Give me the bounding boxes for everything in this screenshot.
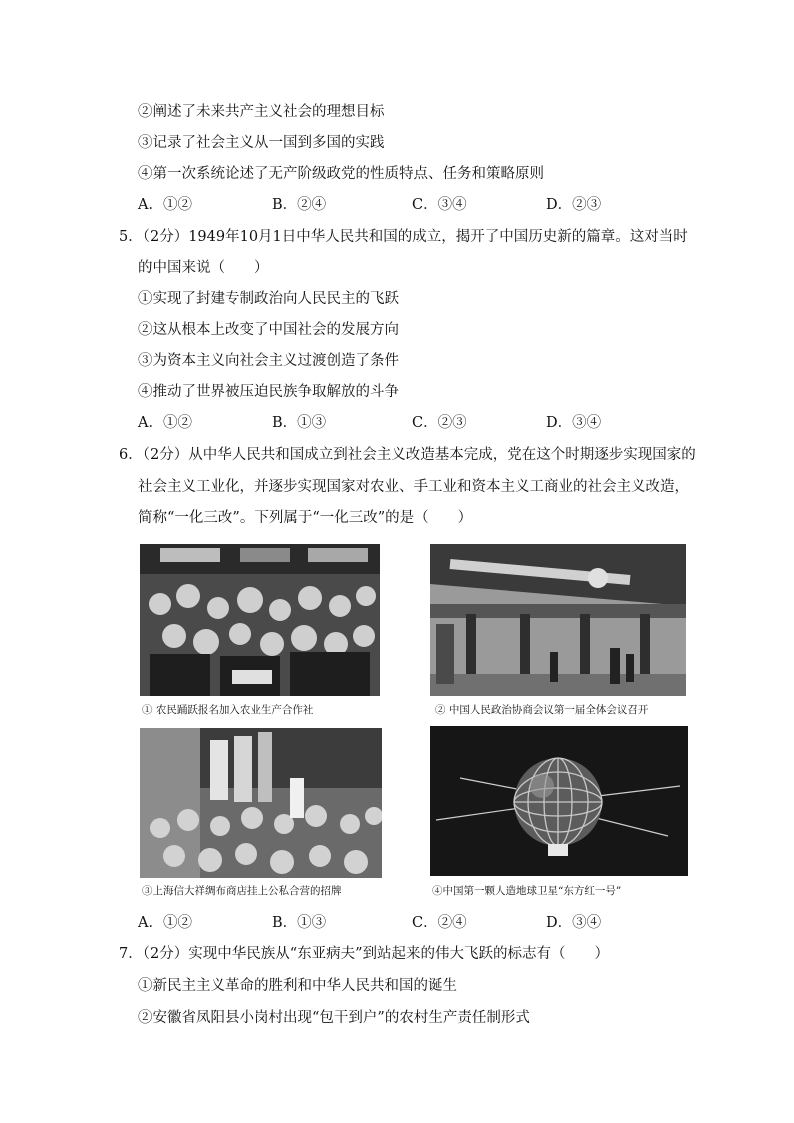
q6-option-b[interactable]: B．①③ bbox=[272, 915, 327, 931]
q4-option-b[interactable]: B．②④ bbox=[272, 197, 327, 213]
q6-stem-line2: 社会主义工业化，并逐步实现国家对农业、手工业和资本主义工商业的社会主义改造， bbox=[138, 479, 689, 495]
q5-item-2: ②这从根本上改变了中国社会的发展方向 bbox=[138, 322, 399, 338]
q5-item-1: ①实现了封建专制政治向人民民主的飞跃 bbox=[138, 291, 399, 307]
q4-option-d[interactable]: D．②③ bbox=[546, 197, 602, 213]
photo-3-caption: ③上海信大祥绸布商店挂上公私合营的招牌 bbox=[142, 885, 342, 897]
q6-stem-line3: 简称“一化三改”。下列属于“一化三改”的是（ ） bbox=[138, 510, 473, 526]
q6-option-a[interactable]: A．①② bbox=[138, 915, 192, 931]
q5-option-a[interactable]: A．①② bbox=[138, 415, 192, 431]
photo-4-caption: ④中国第一颗人造地球卫星“东方红一号” bbox=[432, 885, 622, 897]
q4-option-a[interactable]: A．①② bbox=[138, 197, 192, 213]
q4-option-c[interactable]: C．③④ bbox=[412, 197, 467, 213]
photo-farmers-cooperative bbox=[140, 544, 380, 696]
photo-2-caption: ② 中国人民政治协商会议第一届全体会议召开 bbox=[435, 704, 649, 716]
q5-option-b[interactable]: B．①③ bbox=[272, 415, 327, 431]
q4-item-3: ③记录了社会主义从一国到多国的实践 bbox=[138, 135, 385, 151]
q7-item-1: ①新民主主义革命的胜利和中华人民共和国的诞生 bbox=[138, 978, 457, 994]
q7-item-2: ②安徽省凤阳县小岗村出现“包干到户”的农村生产责任制形式 bbox=[138, 1010, 530, 1026]
q5-option-d[interactable]: D．③④ bbox=[546, 415, 602, 431]
q5-stem-line1: 5．（2分）1949年10月1日中华人民共和国的成立，揭开了中国历史新的篇章。这对当时 bbox=[119, 229, 688, 245]
q4-item-2: ②阐述了未来共产主义社会的理想目标 bbox=[138, 104, 385, 120]
q7-stem-line1: 7．（2分）实现中华民族从“东亚病夫”到站起来的伟大飞跃的标志有（ ） bbox=[119, 946, 610, 962]
q5-item-4: ④推动了世界被压迫民族争取解放的斗争 bbox=[138, 384, 399, 400]
photo-dongfanghong-satellite bbox=[430, 726, 688, 876]
q5-stem-line2: 的中国来说（ ） bbox=[138, 260, 269, 276]
photo-1-caption: ① 农民踊跃报名加入农业生产合作社 bbox=[142, 704, 314, 716]
q6-option-c[interactable]: C．②④ bbox=[412, 915, 467, 931]
q4-item-4: ④第一次系统论述了无产阶级政党的性质特点、任务和策略原则 bbox=[138, 166, 544, 182]
q6-stem-line1: 6．（2分）从中华人民共和国成立到社会主义改造基本完成，党在这个时期逐步实现国家的 bbox=[119, 447, 696, 463]
photo-public-private-sign bbox=[140, 728, 382, 878]
q5-item-3: ③为资本主义向社会主义过渡创造了条件 bbox=[138, 353, 399, 369]
q5-option-c[interactable]: C．②③ bbox=[412, 415, 467, 431]
photo-cppcc-session bbox=[430, 544, 686, 696]
q6-option-d[interactable]: D．③④ bbox=[546, 915, 602, 931]
